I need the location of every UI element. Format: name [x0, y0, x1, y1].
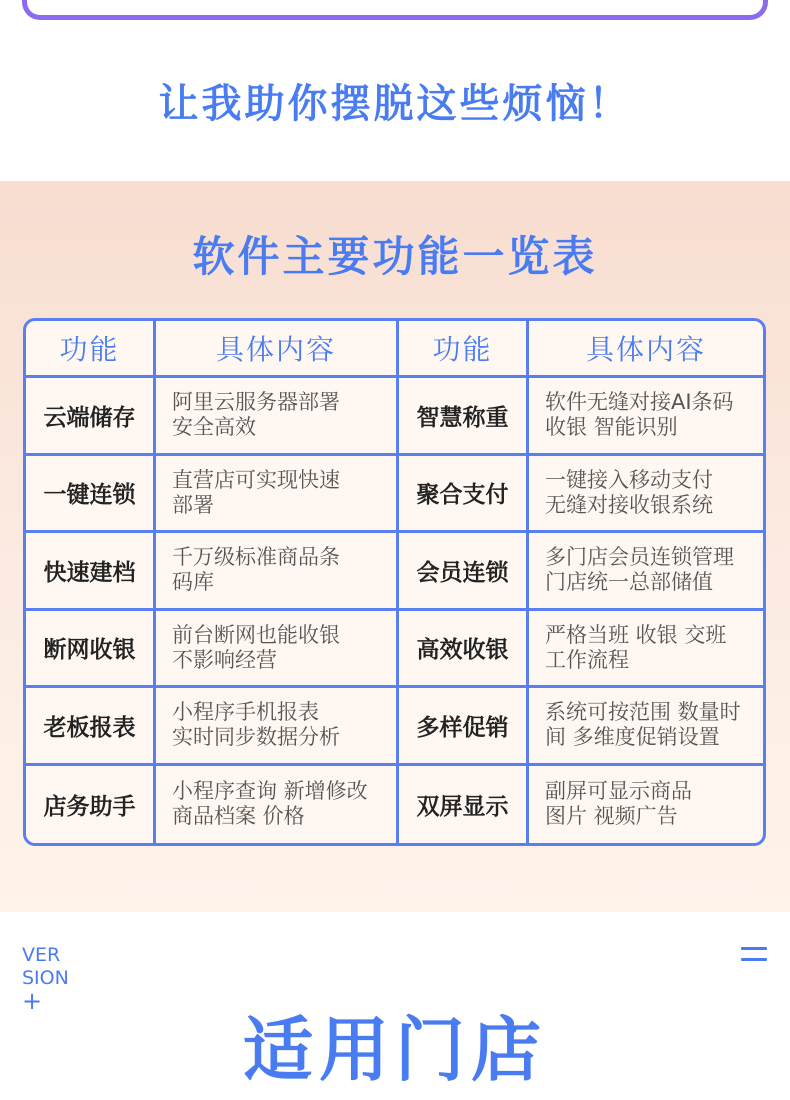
desc-line: 阿里云服务器部署 [172, 390, 340, 415]
feature-desc [156, 456, 399, 534]
header-content-left: 具体内容 [156, 321, 399, 378]
feature-name: 高效收银 [399, 611, 529, 689]
desc-line: 多门店会员连锁管理 [545, 545, 734, 570]
features-table [23, 318, 766, 846]
desc-line: 直营店可实现快速 [172, 467, 340, 492]
desc-line: 不影响经营 [172, 647, 277, 672]
desc-line: 门店统一总部储值 [545, 570, 713, 595]
feature-name: 会员连锁 [399, 533, 529, 611]
menu-icon[interactable] [741, 947, 767, 961]
header-feature-left: 功能 [26, 321, 156, 378]
desc-line: 一键接入移动支付 [545, 467, 713, 492]
feature-name: 断网收银 [26, 611, 156, 689]
desc-line: 部署 [172, 492, 214, 517]
desc-line: 严格当班 收银 交班 [545, 622, 727, 647]
header-feature-right: 功能 [399, 321, 529, 378]
desc-line: 间 多维度促销设置 [545, 725, 720, 750]
feature-desc [529, 688, 763, 766]
feature-name: 店务助手 [26, 766, 156, 844]
feature-name: 一键连锁 [26, 456, 156, 534]
feature-name: 智慧称重 [399, 378, 529, 456]
feature-name: 快速建档 [26, 533, 156, 611]
features-section [0, 181, 790, 912]
desc-line: 前台断网也能收银 [172, 622, 340, 647]
feature-desc [529, 378, 763, 456]
feature-desc [156, 688, 399, 766]
desc-line: 小程序查询 新增修改 [172, 779, 368, 804]
desc-line: 千万级标准商品条 [172, 545, 340, 570]
feature-desc [156, 766, 399, 844]
feature-desc [529, 456, 763, 534]
headline: 让我助你摆脱这些烦恼！ [158, 81, 632, 127]
feature-desc [529, 611, 763, 689]
menu-bar [741, 958, 767, 961]
menu-bar [741, 947, 767, 950]
feature-desc [529, 766, 763, 844]
feature-name: 多样促销 [399, 688, 529, 766]
feature-desc [156, 533, 399, 611]
desc-line: 安全高效 [172, 415, 256, 440]
top-card-border [22, 0, 768, 20]
header-content-right: 具体内容 [529, 321, 763, 378]
feature-desc [529, 533, 763, 611]
feature-desc [156, 378, 399, 456]
features-title: 软件主要功能一览表 [192, 232, 598, 281]
feature-name: 双屏显示 [399, 766, 529, 844]
desc-line: 商品档案 价格 [172, 804, 305, 829]
desc-line: 系统可按范围 数量时 [545, 700, 741, 725]
feature-name: 云端储存 [26, 378, 156, 456]
desc-line: 无缝对接收银系统 [545, 492, 713, 517]
feature-desc [156, 611, 399, 689]
plus-icon: + [22, 987, 43, 1015]
desc-line: 小程序手机报表 [172, 700, 319, 725]
feature-name: 老板报表 [26, 688, 156, 766]
version-label [22, 944, 69, 990]
desc-line: 工作流程 [545, 647, 629, 672]
desc-line: 码库 [172, 570, 214, 595]
desc-line: 图片 视频广告 [545, 804, 678, 829]
desc-line: 软件无缝对接AI条码 [545, 390, 734, 415]
applicable-stores-title: 适用门店 [243, 1009, 547, 1091]
version-line-2: SION [22, 967, 69, 989]
version-line-1: VER [22, 944, 61, 966]
desc-line: 实时同步数据分析 [172, 725, 340, 750]
feature-name: 聚合支付 [399, 456, 529, 534]
desc-line: 收银 智能识别 [545, 415, 678, 440]
desc-line: 副屏可显示商品 [545, 779, 692, 804]
